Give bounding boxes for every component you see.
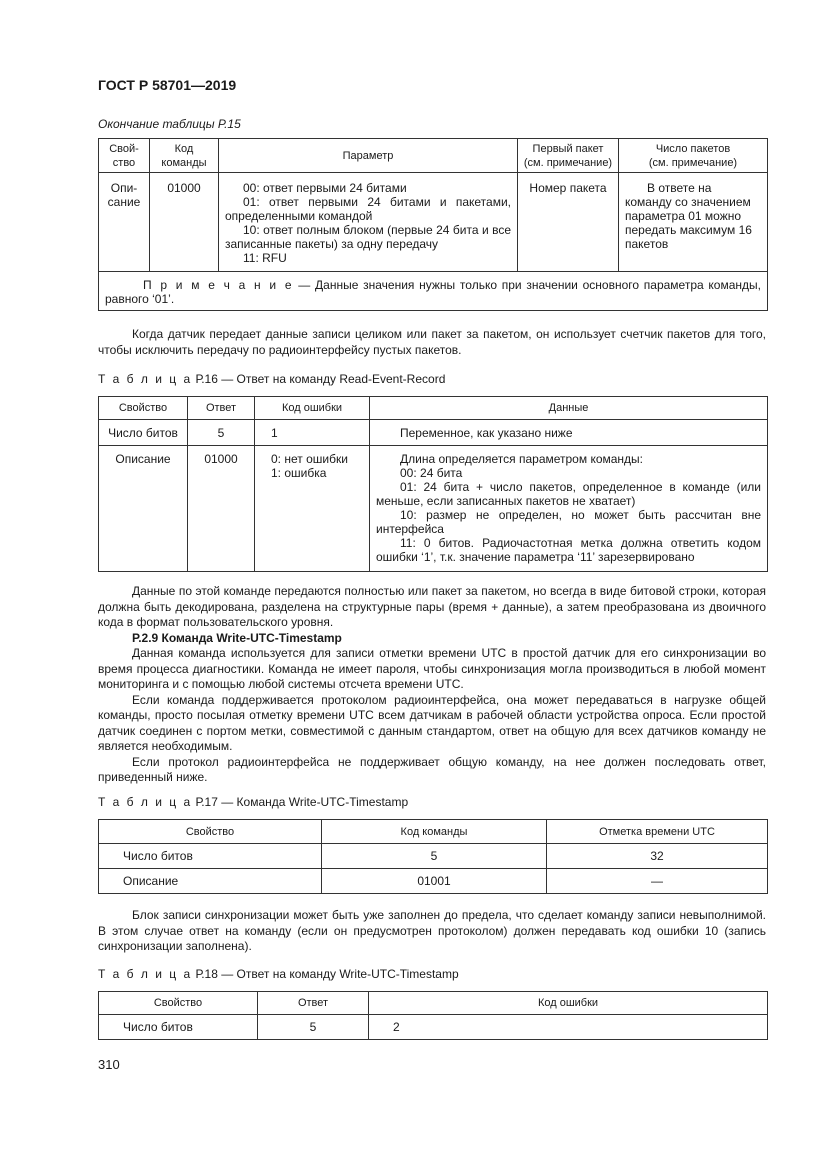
- table-cell: Число битов: [99, 420, 188, 446]
- table-cell: Номер пакета: [518, 173, 619, 272]
- table-header-cell: Свойство: [99, 820, 322, 844]
- table-p15-caption: Окончание таблицы Р.15: [98, 117, 241, 131]
- table-header-cell: Данные: [370, 397, 768, 420]
- table-header-cell: Отметка времени UTC: [547, 820, 768, 844]
- table-cell: В ответе на команду со значением параметра 01 можно передать максимум 16 пакетов: [619, 173, 768, 272]
- table-header-cell: Свой- ство: [99, 139, 150, 173]
- table-header-cell: Ответ: [258, 992, 369, 1015]
- table-cell: 01000: [188, 446, 255, 572]
- document-header: ГОСТ Р 58701—2019: [98, 77, 237, 93]
- table-cell: —: [547, 869, 768, 894]
- paragraph: Данные по этой команде передаются полностью или пакет за пакетом, но всегда в виде битовой строки, которая должна быть декодирована, разделена на структурные пары (время + данные), а затем преобразована из двоичного кода в формат пользовательского уровня.: [98, 584, 766, 629]
- table-header-cell: Свойство: [99, 397, 188, 420]
- table-cell: 2: [369, 1015, 768, 1040]
- table-p17-caption: Т а б л и ц а Р.17 — Команда Write-UTC-Timestamp: [98, 795, 409, 809]
- table-note: [99, 272, 768, 311]
- note-label: П р и м е ч а н и е: [143, 278, 294, 292]
- page-number: 310: [98, 1057, 120, 1072]
- table-cell: 5: [258, 1015, 369, 1040]
- table-cell: 1: [255, 420, 370, 446]
- table-p16-caption: Т а б л и ц а Р.16 — Ответ на команду Read-Event-Record: [98, 372, 446, 386]
- table-cell: 32: [547, 844, 768, 869]
- table-p17: [98, 819, 768, 894]
- table-header-cell: Параметр: [219, 139, 518, 173]
- section-heading: Р.2.9 Команда Write-UTC-Timestamp: [132, 630, 342, 645]
- table-cell: 01000: [150, 173, 219, 272]
- table-header-cell: Свойство: [99, 992, 258, 1015]
- paragraph-block: [98, 584, 766, 786]
- table-p16: [98, 396, 768, 572]
- table-cell: Число битов: [99, 844, 322, 869]
- paragraph: Если команда поддерживается протоколом радиоинтерфейса, она может передаваться в нагрузке общей команды, просто посылая отметку времени UTC всем датчикам в рабочей области устройства опроса. Если простой датчик соединен с портом метки, совместимой с данным стандартом, ответ на общую для всех датчиков команду не является необходимым.: [98, 692, 766, 753]
- paragraph: Когда датчик передает данные записи целиком или пакет за пакетом, он использует счетчик пакетов для того, чтобы исключить передачу по радиоинтерфейсу пустых пакетов.: [98, 327, 766, 357]
- table-cell: Число битов: [99, 1015, 258, 1040]
- table-header-cell: Число пакетов (см. примечание): [619, 139, 768, 173]
- note-text: — Данные значения нужны только при значении основного параметра команды, равного ‘01’.: [105, 278, 761, 306]
- table-cell: Описание: [99, 446, 188, 572]
- table-cell: Опи- сание: [99, 173, 150, 272]
- table-cell-data: Длина определяется параметром команды: 00: 24 бита 01: 24 бита + число пакетов, определенное в команде (или меньше, если записанных пакетов не хватает) 10: размер не определен, но может быть рассчитан вне интерфейса 11: 0 битов. Радиочастотная метка должна ответить кодом ошибки ‘1’, т.к. значение параметра ‘11’ зарезервировано: [370, 446, 768, 572]
- paragraph: Если протокол радиоинтерфейса не поддерживает общую команду, на нее должен последовать ответ, приведенный ниже.: [98, 754, 766, 784]
- table-p18: [98, 991, 768, 1040]
- table-cell: 5: [322, 844, 547, 869]
- paragraph: Блок записи синхронизации может быть уже заполнен до предела, что сделает команду записи невыполнимой. В этом случае ответ на команду (если он предусмотрен протоколом) должен передавать код ошибки 10 (запись синхронизации заполнена).: [98, 908, 766, 953]
- table-header-cell: Код команды: [150, 139, 219, 173]
- paragraph: Данная команда используется для записи отметки времени UTC в простой датчик для его синхронизации во время процесса диагностики. Команда не имеет пароля, чтобы синхронизация могла производиться в любой момент мониторинга и с помощью любой системы отсчета времени UTC.: [98, 646, 766, 691]
- table-header-cell: Первый пакет (см. примечание): [518, 139, 619, 173]
- table-cell: 0: нет ошибки 1: ошибка: [255, 446, 370, 572]
- table-header-cell: Код ошибки: [369, 992, 768, 1015]
- table-cell: 01001: [322, 869, 547, 894]
- table-header-cell: Код ошибки: [255, 397, 370, 420]
- table-p15: [98, 138, 768, 311]
- table-cell: Описание: [99, 869, 322, 894]
- table-cell: 5: [188, 420, 255, 446]
- table-header-cell: Ответ: [188, 397, 255, 420]
- table-p18-caption: Т а б л и ц а Р.18 — Ответ на команду Write-UTC-Timestamp: [98, 967, 459, 981]
- table-header-cell: Код команды: [322, 820, 547, 844]
- table-cell: Переменное, как указано ниже: [370, 420, 768, 446]
- table-cell-parameter: 00: ответ первыми 24 битами 01: ответ первыми 24 битами и пакетами, определенными командой 10: ответ полным блоком (первые 24 бита и все записанные пакеты) за одну передачу 11: RFU: [219, 173, 518, 272]
